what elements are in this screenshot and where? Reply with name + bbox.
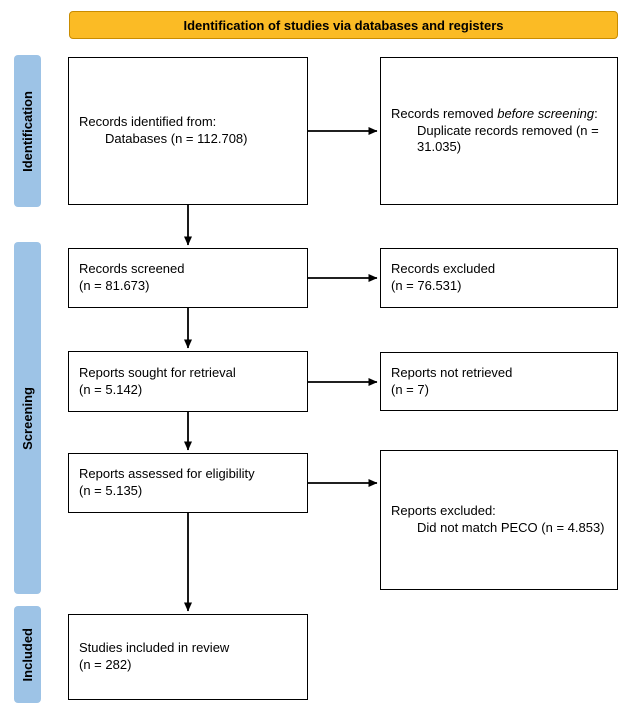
- records-screened-line1: Records screened: [79, 261, 185, 277]
- stage-label-identification: [14, 55, 41, 207]
- records-removed-title: [391, 106, 607, 123]
- diagram-title-banner: [69, 11, 618, 39]
- records-removed-title-suffix: :: [594, 106, 598, 122]
- box-reports-sought: [68, 351, 308, 412]
- records-excluded-line1: Records excluded: [391, 261, 496, 277]
- box-reports-assessed: [68, 453, 308, 513]
- stage-label-screening: [14, 242, 41, 594]
- stage-screening-text: Screening: [20, 386, 35, 450]
- stage-identification-text: Identification: [20, 90, 35, 172]
- records-removed-title-prefix: Records removed: [391, 106, 498, 122]
- box-reports-not-retrieved: [380, 352, 618, 411]
- box-reports-excluded: [380, 450, 618, 590]
- box-records-excluded: [380, 248, 618, 308]
- studies-included-line1: Studies included in review: [79, 640, 230, 656]
- reports-not-retrieved-line2: (n = 7): [391, 381, 429, 397]
- reports-assessed-line1: Reports assessed for eligibility: [79, 466, 255, 482]
- box-records-identified: [68, 57, 308, 205]
- stage-included-text: Included: [20, 627, 35, 682]
- reports-not-retrieved-line1: Reports not retrieved: [391, 364, 513, 380]
- box-records-removed: [380, 57, 618, 205]
- studies-included-line2: (n = 282): [79, 657, 132, 672]
- records-identified-detail: Databases (n = 112.708): [105, 131, 248, 146]
- stage-label-included: [14, 606, 41, 703]
- reports-excluded-title: Reports excluded:: [391, 503, 496, 519]
- records-removed-title-italic: before screening: [497, 106, 595, 122]
- records-screened-line2: (n = 81.673): [79, 278, 150, 293]
- reports-excluded-detail: Did not match PECO (n = 4.853): [417, 520, 605, 535]
- reports-sought-line2: (n = 5.142): [79, 381, 143, 397]
- reports-assessed-line2: (n = 5.135): [79, 483, 143, 498]
- box-records-screened: [68, 248, 308, 308]
- records-identified-title: Records identified from:: [79, 114, 217, 130]
- records-removed-detail: Duplicate records removed (n = 31.035): [417, 122, 599, 155]
- diagram-title: Identification of studies via databases and registers: [183, 17, 504, 33]
- box-studies-included: [68, 614, 308, 700]
- records-excluded-line2: (n = 76.531): [391, 278, 462, 293]
- reports-sought-line1: Reports sought for retrieval: [79, 364, 236, 380]
